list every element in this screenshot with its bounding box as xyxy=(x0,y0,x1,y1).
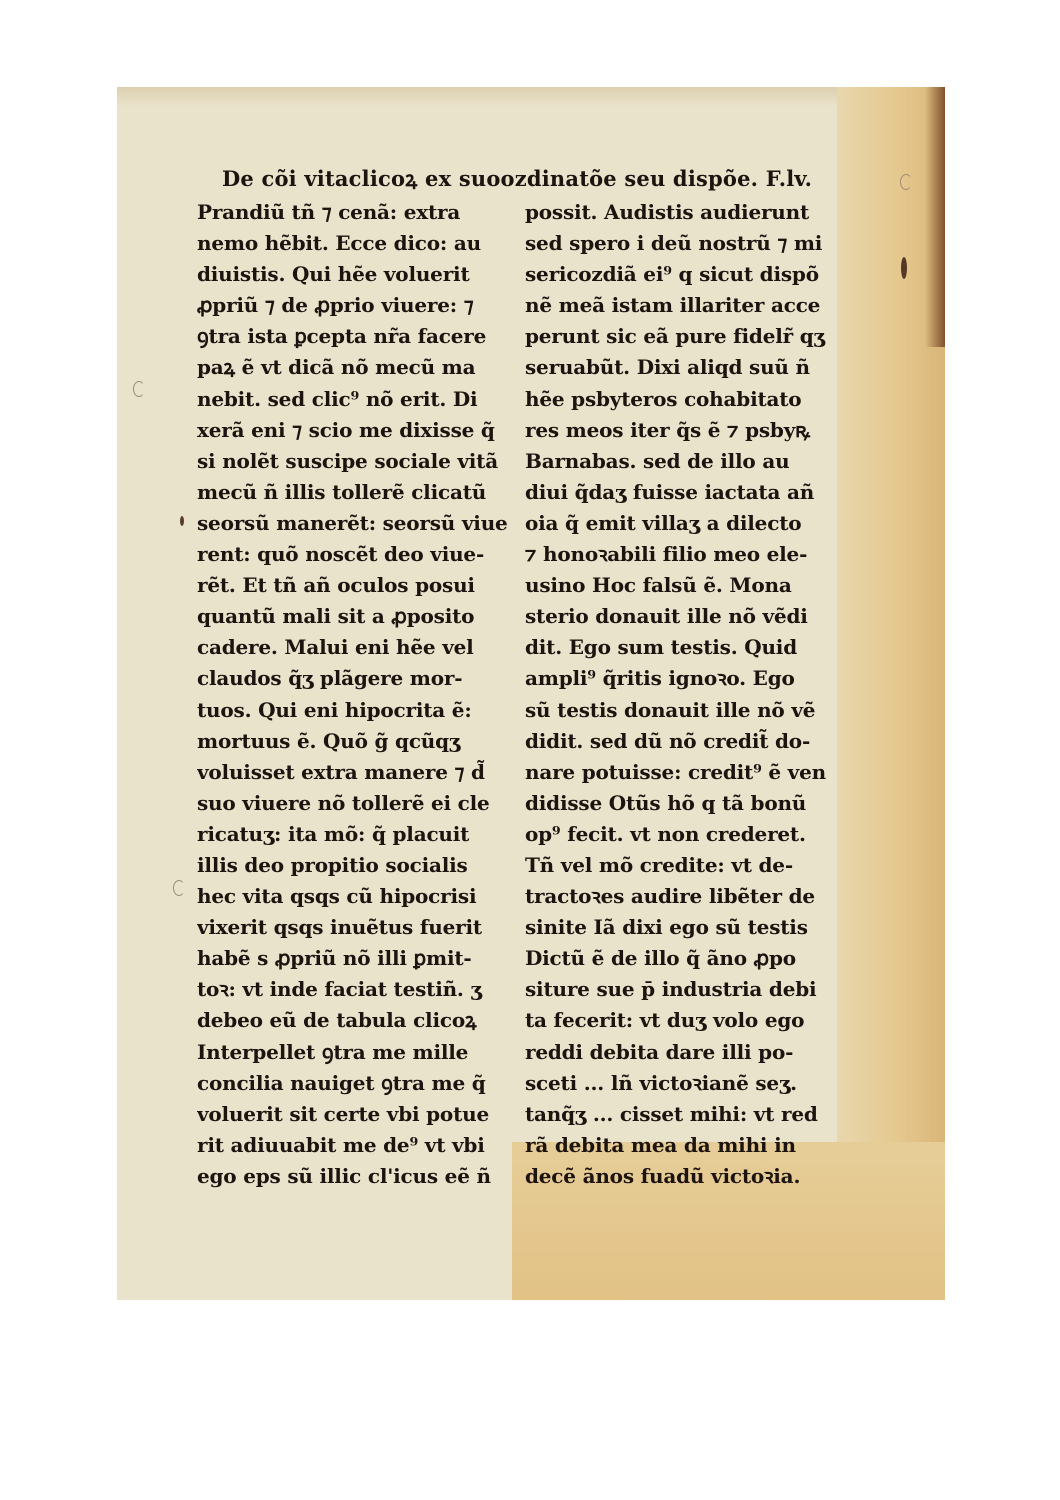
text-line: sed spero i deũ nostrũ ⁊ mi xyxy=(525,231,823,256)
text-line: nemo hẽbit. Ecce dico: au xyxy=(197,231,481,256)
text-line: didit. sed dũ nõ credit̃ do- xyxy=(525,728,811,753)
text-line: rẽt. Et tñ añ oculos posui xyxy=(197,573,475,598)
text-line: rã debita mea da mihi in xyxy=(525,1132,796,1157)
text-line: reddi debita dare illi po- xyxy=(525,1039,794,1064)
text-line: mecũ ñ illis tollerẽ clicatũ xyxy=(197,479,487,504)
text-line: hec vita qsqs cũ hipocrisi xyxy=(197,884,477,909)
text-line: didisse Otũs hõ q tã bonũ xyxy=(525,790,807,815)
text-line: seorsũ manerẽt: seorsũ viue xyxy=(197,510,508,535)
text-line: claudos q̃ʒ plãgere mor- xyxy=(197,666,463,691)
text-column-right xyxy=(525,197,845,1192)
text-line: mortuus ẽ. Quõ g̃ qcũqʒ xyxy=(197,728,461,753)
text-line: tractoꝛes audire libẽter de xyxy=(525,884,815,909)
text-line: rit adiuuabit me de⁹ vt vbi xyxy=(197,1132,485,1157)
text-line: ampli⁹ q̃ritis ignoꝛo. Ego xyxy=(525,666,795,691)
text-line: quantũ mali sit a ꝓposito xyxy=(197,604,475,629)
text-line: seruabũt. Dixi aliqd suũ ñ xyxy=(525,355,810,380)
text-line: Barnabas. sed de illo au xyxy=(525,448,790,473)
text-line: voluisset extra manere ⁊ d̃ xyxy=(197,759,485,784)
text-line: ta fecerit: vt duʒ volo ego xyxy=(525,1008,805,1033)
text-line: decẽ ãnos fuadũ victoꝛia. xyxy=(525,1163,801,1188)
text-line: sterio donauit ille nõ vẽdi xyxy=(525,604,808,629)
text-line: ⁊ honoꝛabili filio meo ele- xyxy=(525,542,808,567)
manuscript-scan xyxy=(117,87,945,1300)
text-line: toꝛ: vt inde faciat testiñ. ʒ xyxy=(197,977,482,1002)
text-line: paꝝ ẽ vt dicã nõ mecũ ma xyxy=(197,355,476,380)
text-line: ꝓpriũ ⁊ de ꝓprio viuere: ⁊ xyxy=(197,293,474,318)
text-line: hẽe psbyteros cohabitato xyxy=(525,386,802,411)
text-line: res meos iter q̃s ẽ ⁊ psbyꝶ xyxy=(525,417,811,442)
page-text xyxy=(117,87,945,1300)
text-line: cadere. Malui eni hẽe vel xyxy=(197,635,474,660)
text-line: possit. Audistis audierunt xyxy=(525,200,810,224)
text-line: sũ testis donauit ille nõ vẽ xyxy=(525,697,816,722)
text-line: Interpellet ꝯtra me mille xyxy=(197,1039,469,1064)
text-line: nẽ meã istam illariter acce xyxy=(525,293,821,318)
text-line: siture sue p̄ industria debi xyxy=(525,977,817,1002)
text-line: diuistis. Qui hẽe voluerit xyxy=(197,262,470,287)
text-line: tanq̃ʒ ... cisset mihi: vt red xyxy=(525,1101,818,1126)
text-line: si nolẽt suscipe sociale vitã xyxy=(197,448,498,473)
text-line: vixerit qsqs inuẽtus fuerit xyxy=(197,915,482,940)
text-line: habẽ s ꝓpriũ nõ illi ꝑmit- xyxy=(197,946,472,971)
text-line: concilia nauiget ꝯtra me q̃ xyxy=(197,1070,486,1095)
text-line: nebit. sed clic⁹ nõ erit. Di xyxy=(197,386,478,411)
text-line: xerã eni ⁊ scio me dixisse q̃ xyxy=(197,417,495,442)
text-line: Tñ vel mõ credite: vt de- xyxy=(525,852,793,877)
text-column-left xyxy=(197,197,517,1192)
text-line: perunt sic eã pure fidelr̃ qʒ xyxy=(525,324,825,349)
text-line: voluerit sit certe vbi potue xyxy=(197,1101,489,1126)
text-line: usino Hoc falsũ ẽ. Mona xyxy=(525,573,792,598)
text-line: ego eps sũ illic cl'icus eẽ ñ xyxy=(197,1163,491,1188)
text-line: Dictũ ẽ de illo q̃ ãno ꝓpo xyxy=(525,946,796,971)
text-line: tuos. Qui eni hipocrita ẽ: xyxy=(197,697,472,722)
text-line: debeo eũ de tabula clicoꝝ xyxy=(197,1008,477,1033)
text-line: sinite Iã dixi ego sũ testis xyxy=(525,915,808,940)
text-line: illis deo propitio socialis xyxy=(197,852,468,877)
text-line: rent: quõ noscẽt deo viue- xyxy=(197,542,485,567)
page-heading: De cõi vitaclicoꝝ ex suoozdinatõe seu dispõe. F.lv. xyxy=(222,166,813,191)
text-line: Prandiũ tñ ⁊ cenã: extra xyxy=(197,200,461,224)
text-line: dit. Ego sum testis. Quid xyxy=(525,635,797,660)
text-line: ꝯtra ista ꝑcepta nr̃a facere xyxy=(197,324,487,349)
text-line: sericozdiã ei⁹ q sicut dispõ xyxy=(525,262,819,287)
text-line: nare potuisse: credit⁹ ẽ ven xyxy=(525,759,826,784)
text-line: sceti ... lñ victoꝛianẽ seʒ. xyxy=(525,1070,797,1095)
text-line: diui q̃daʒ fuisse iactata añ xyxy=(525,479,815,504)
text-line: op⁹ fecit. vt non crederet. xyxy=(525,821,806,846)
text-line: ricatuʒ: ita mõ: q̃ placuit xyxy=(197,821,470,846)
text-line: oia q̃ emit villaʒ a dilecto xyxy=(525,510,802,535)
text-line: suo viuere nõ tollerẽ ei cle xyxy=(197,790,490,815)
